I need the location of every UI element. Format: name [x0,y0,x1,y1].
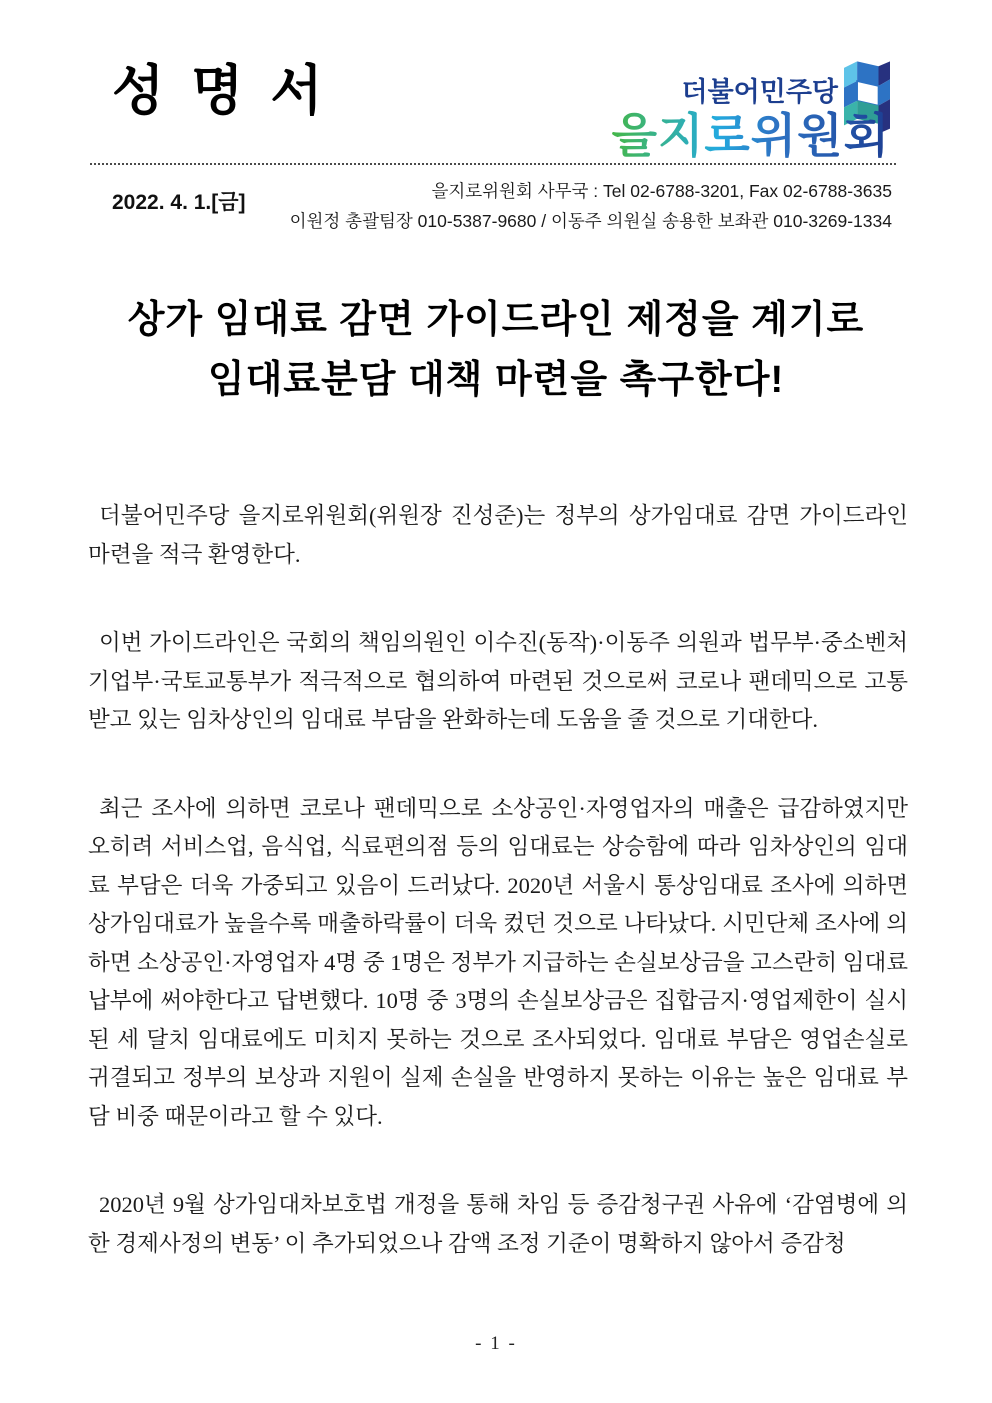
body-paragraph: 이번 가이드라인은 국회의 책임의원인 이수진(동작)·이동주 의원과 법무부·중소벤처기업부·국토교통부가 적극적으로 협의하여 마련된 것으로써 코로나 팬데믹으로 고통받고 있는 임차상인의 임대료 부담을 완화하는데 도움을 줄 것으로 기대한다. [88,630,908,732]
statement-date: 2022. 4. 1.[금] [112,191,246,214]
statement-title-line1: 상가 임대료 감면 가이드라인 제정을 계기로 [127,299,865,341]
statement-title-line2: 임대료분담 대책 마련을 촉구한다! [207,359,785,401]
doc-type-title: 성 명 서 [112,61,329,121]
committee-wordmark: 을지로위원회 [611,109,890,162]
page-number: - 1 - [475,1333,517,1354]
body-paragraph: 2020년 9월 상가임대차보호법 개정을 통해 차임 등 증감청구권 사유에 ‘감염병에 의한 경제사정의 변동’ 이 추가되었으나 감액 조정 기준이 명확하지 않아서 증감청 [88,1192,908,1256]
contact-line-office: 을지로위원회 사무국 : Tel 02-6788-3201, Fax 02-6788-3635 [431,181,892,201]
party-logo [550,54,890,166]
statement-body [88,497,908,1313]
contact-line-staff: 이원정 총괄팀장 010-5387-9680 / 이동주 의원실 송용한 보좌관 010-3269-1334 [289,211,892,231]
contact-block [290,176,892,236]
party-name: 더불어민주당 [681,77,838,107]
body-paragraph: 더불어민주당 을지로위원회(위원장 진성준)는 정부의 상가임대료 감면 가이드라인 마련을 적극 환영한다. [88,503,908,567]
header-divider [90,163,896,165]
statement-title [0,290,992,410]
body-paragraph: 최근 조사에 의하면 코로나 팬데믹으로 소상공인·자영업자의 매출은 급감하였지만 오히려 서비스업, 음식업, 식료편의점 등의 임대료는 상승함에 따라 임차상인의 임대료 부담은 더욱 가중되고 있음이 드러났다. 2020년 서울시 통상임대료 조사에 의하면 상가임대료가 높을수록 매출하락률이 더욱 컸던 것으로 나타났다. 시민단체 조사에 의하면 소상공인·자영업자 4명 중 1명은 정부가 지급하는 손실보상금을 고스란히 임대료 납부에 써야한다고 답변했다. 10명 중 3명의 손실보상금은 집합금지·영업제한이 실시된 세 달치 임대료에도 미치지 못하는 것으로 조사되었다. 임대료 부담은 영업손실로 귀결되고 정부의 보상과 지원이 실제 손실을 반영하지 못하는 이유는 높은 임대료 부담 비중 때문이라고 할 수 있다. [88,795,908,1129]
